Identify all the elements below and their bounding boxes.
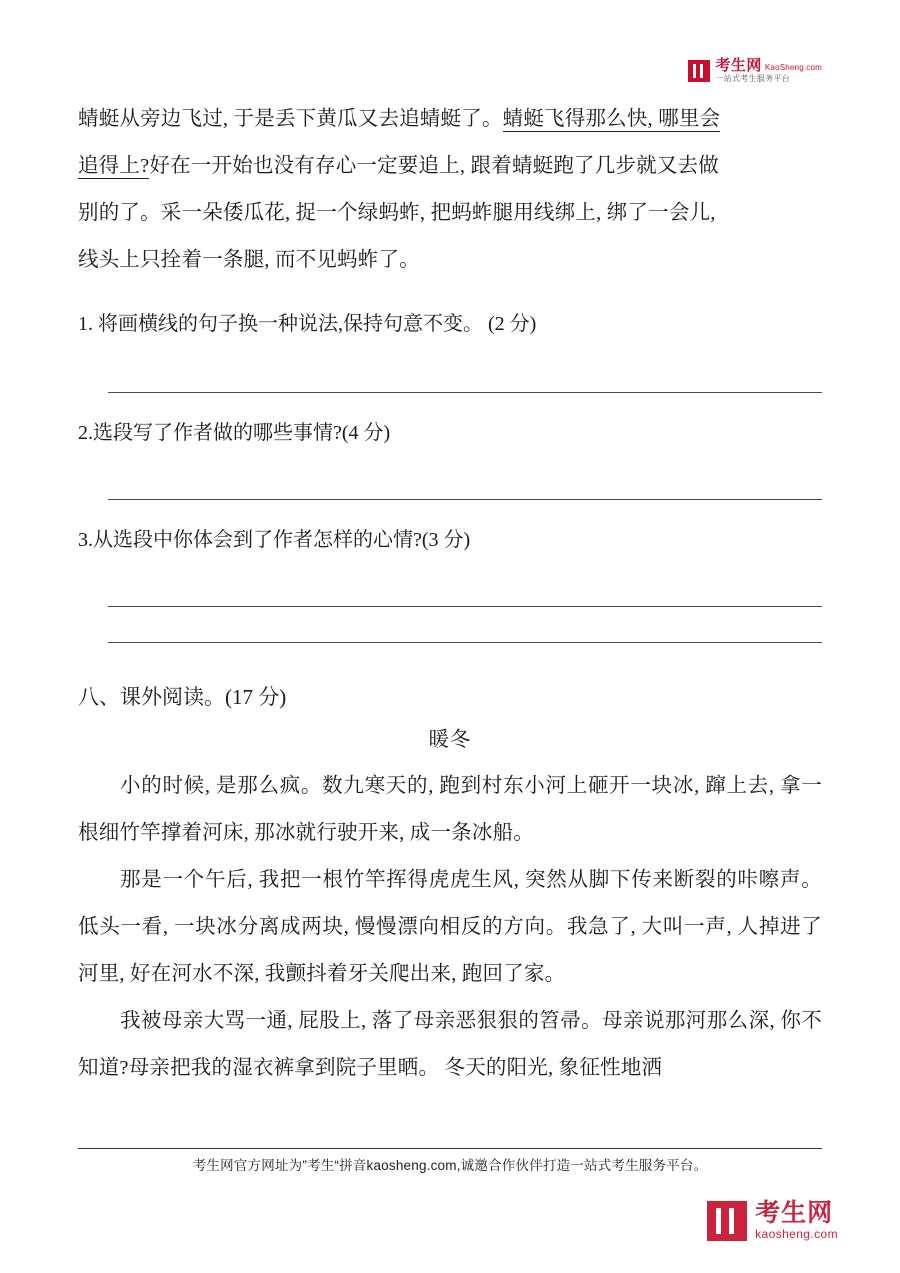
watermark-logo-icon: [707, 1201, 747, 1241]
section-heading: 八、课外阅读。(17 分): [78, 685, 287, 709]
question-2: [78, 413, 822, 500]
reading-passage: [78, 96, 822, 284]
section-eight: [78, 677, 822, 1092]
document-body: [78, 96, 822, 1092]
question-1-prompt: 将画横线的句子换一种说法,保持句意不变。 (2 分): [98, 313, 537, 335]
answer-line[interactable]: [108, 606, 822, 607]
question-1: [78, 304, 822, 393]
footer-divider: [78, 1148, 822, 1149]
essay-paragraph-1: 小的时候, 是那么疯。数九寒天的, 跑到村东小河上砸开一块冰, 蹿上去, 拿一根细竹竿撑着河床, 那冰就行驶开来, 成一条冰船。: [78, 775, 822, 844]
passage-line-1: [78, 96, 822, 143]
watermark-text: [755, 1200, 838, 1241]
question-2-number: 2.: [78, 422, 93, 444]
question-3: [78, 520, 822, 643]
brand-tagline: 一站式考生服务平台: [715, 73, 791, 83]
passage-text-underlined-b: 追得上?: [78, 155, 150, 177]
watermark-domain: kaosheng.com: [755, 1226, 838, 1241]
brand-logo: [688, 58, 822, 83]
watermark: [707, 1200, 838, 1241]
passage-text-rest: 好在一开始也没有存心一定要追上, 跟着蜻蜓跑了几步就又去做: [149, 155, 719, 177]
brand-name: 考生网: [715, 57, 762, 74]
watermark-brand: 考生网: [755, 1199, 834, 1228]
essay-paragraph-3: 我被母亲大骂一通, 屁股上, 落了母亲恶狠狠的笤帚。母亲说那河那么深, 你不知道?母亲把我的湿衣裤拿到院子里晒。 冬天的阳光, 象征性地洒: [78, 1010, 822, 1079]
brand-logo-icon: [688, 60, 710, 82]
passage-text-plain: 蜻蜓从旁边飞过, 于是丢下黄瓜又去追蜻蜓了。: [78, 108, 503, 130]
passage-text-underlined-a: 蜻蜓飞得那么快, 哪里会: [502, 108, 721, 130]
essay-title: 暖冬: [428, 729, 472, 751]
passage-line-3: 别的了。采一朵倭瓜花, 捉一个绿蚂蚱, 把蚂蚱腿用线绑上, 绑了一会儿,: [78, 202, 716, 224]
question-2-text: [78, 413, 822, 453]
brand-logo-text: [715, 58, 822, 83]
answer-line[interactable]: [108, 499, 822, 500]
question-2-prompt: 选段写了作者做的哪些事情?(4 分): [93, 422, 391, 444]
question-3-number: 3.: [78, 529, 93, 551]
passage-line-2: [78, 143, 822, 190]
question-1-text: [78, 304, 822, 344]
footer-note: 考生网官方网址为”考生“拼音kaosheng.com,诚邀合作伙伴打造一站式考生服务平台。: [192, 1158, 708, 1173]
essay-paragraph-2: 那是一个午后, 我把一根竹竿挥得虎虎生风, 突然从脚下传来断裂的咔嚓声。低头一看, 一块冰分离成两块, 慢慢漂向相反的方向。我急了, 大叫一声, 人掉进了河里, 好在河水不深, 我颤抖着牙关爬出来, 跑回了家。: [78, 869, 822, 985]
question-3-text: [78, 520, 822, 560]
question-3-prompt: 从选段中你体会到了作者怎样的心情?(3 分): [93, 529, 471, 551]
question-1-number: 1.: [78, 313, 93, 335]
brand-domain: KaoSheng.com: [764, 63, 822, 72]
answer-line[interactable]: [108, 392, 822, 393]
answer-line[interactable]: [108, 642, 822, 643]
passage-line-4: 线头上只拴着一条腿, 而不见蚂蚱了。: [78, 249, 420, 271]
